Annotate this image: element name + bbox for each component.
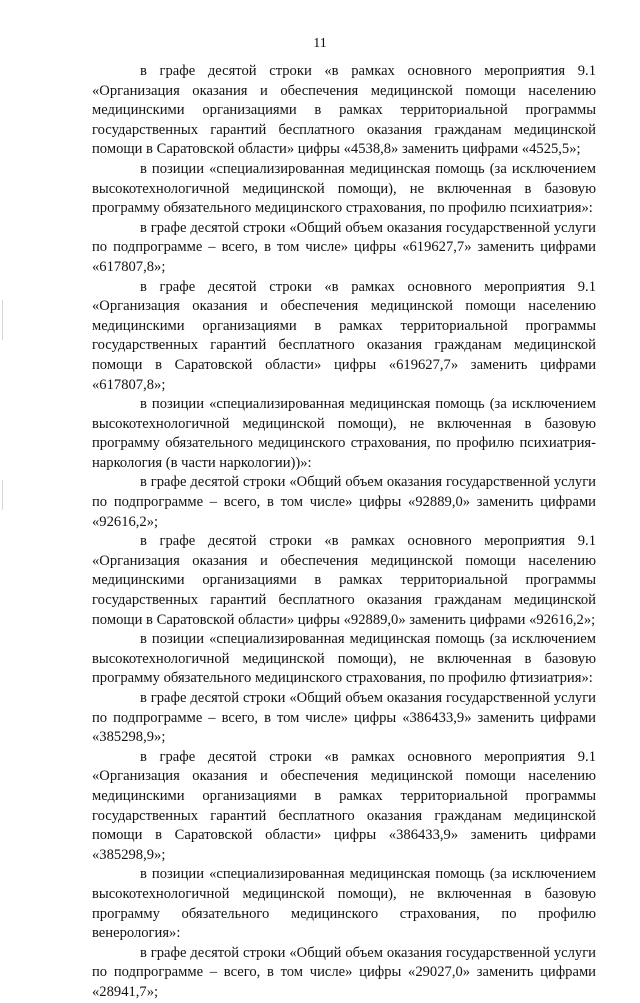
paragraph: в позиции «специализированная медицинская помощь (за исключением высокотехнологичной медицинской помощи), не включенная в базовую программу обязательного медицинского страхования, по профилю фтизиатрия»: (92, 631, 596, 687)
page-number: 11 (313, 36, 327, 51)
paragraph: в графе десятой строки «в рамках основного мероприятия 9.1 «Организация оказания и обеспечения медицинской помощи населению медицинскими организациями в рамках территориальной программы государственных гарантий бесплатного оказания гражданам медицинской помощи в Саратовской области» цифры «4538,8» заменить цифрами «4525,5»; (92, 63, 596, 158)
paragraph: в графе десятой строки «Общий объем оказания государственной услуги по подпрограмме – всего, в том числе» цифры «29027,0» заменить цифрами «28941,7»; (92, 944, 596, 1000)
paragraph: в графе десятой строки «Общий объем оказания государственной услуги по подпрограмме – всего, в том числе» цифры «386433,9» заменить цифрами «385298,9»; (92, 690, 596, 746)
paragraph: в графе десятой строки «в рамках основного мероприятия 9.1 «Организация оказания и обеспечения медицинской помощи населению медицинскими организациями в рамках территориальной программы государственных гарантий бесплатного оказания гражданам медицинской помощи в Саратовской области» цифры «92889,0» заменить цифрами «92616,2»; (92, 533, 596, 628)
paragraph: в графе десятой строки «Общий объем оказания государственной услуги по подпрограмме – всего, в том числе» цифры «619627,7» заменить цифрами «617807,8»; (92, 219, 596, 275)
paragraph: в позиции «специализированная медицинская помощь (за исключением высокотехнологичной медицинской помощи), не включенная в базовую программу обязательного медицинского страхования, по профилю психиатрия-наркология (в части наркологии))»: (92, 396, 596, 471)
paragraph: в графе десятой строки «Общий объем оказания государственной услуги по подпрограмме – всего, в том числе» цифры «92889,0» заменить цифрами «92616,2»; (92, 474, 596, 530)
scan-edge-mark (2, 480, 3, 510)
paragraph: в графе десятой строки «в рамках основного мероприятия 9.1 «Организация оказания и обеспечения медицинской помощи населению медицинскими организациями в рамках территориальной программы государственных гарантий бесплатного оказания гражданам медицинской помощи в Саратовской области» цифры «619627,7» заменить цифрами «617807,8»; (92, 278, 596, 393)
document-body (92, 62, 596, 1003)
paragraph: в позиции «специализированная медицинская помощь (за исключением высокотехнологичной медицинской помощи), не включенная в базовую программу обязательного медицинского страхования, по профилю венерология»: (92, 866, 596, 942)
paragraph: в позиции «специализированная медицинская помощь (за исключением высокотехнологичной медицинской помощи), не включенная в базовую программу обязательного медицинского страхования, по профилю психиатрия»: (92, 160, 596, 217)
paragraph: в графе десятой строки «в рамках основного мероприятия 9.1 «Организация оказания и обеспечения медицинской помощи населению медицинскими организациями в рамках территориальной программы государственных гарантий бесплатного оказания гражданам медицинской помощи в Саратовской области» цифры «386433,9» заменить цифрами «385298,9»; (92, 748, 596, 863)
scan-edge-mark (2, 300, 3, 340)
